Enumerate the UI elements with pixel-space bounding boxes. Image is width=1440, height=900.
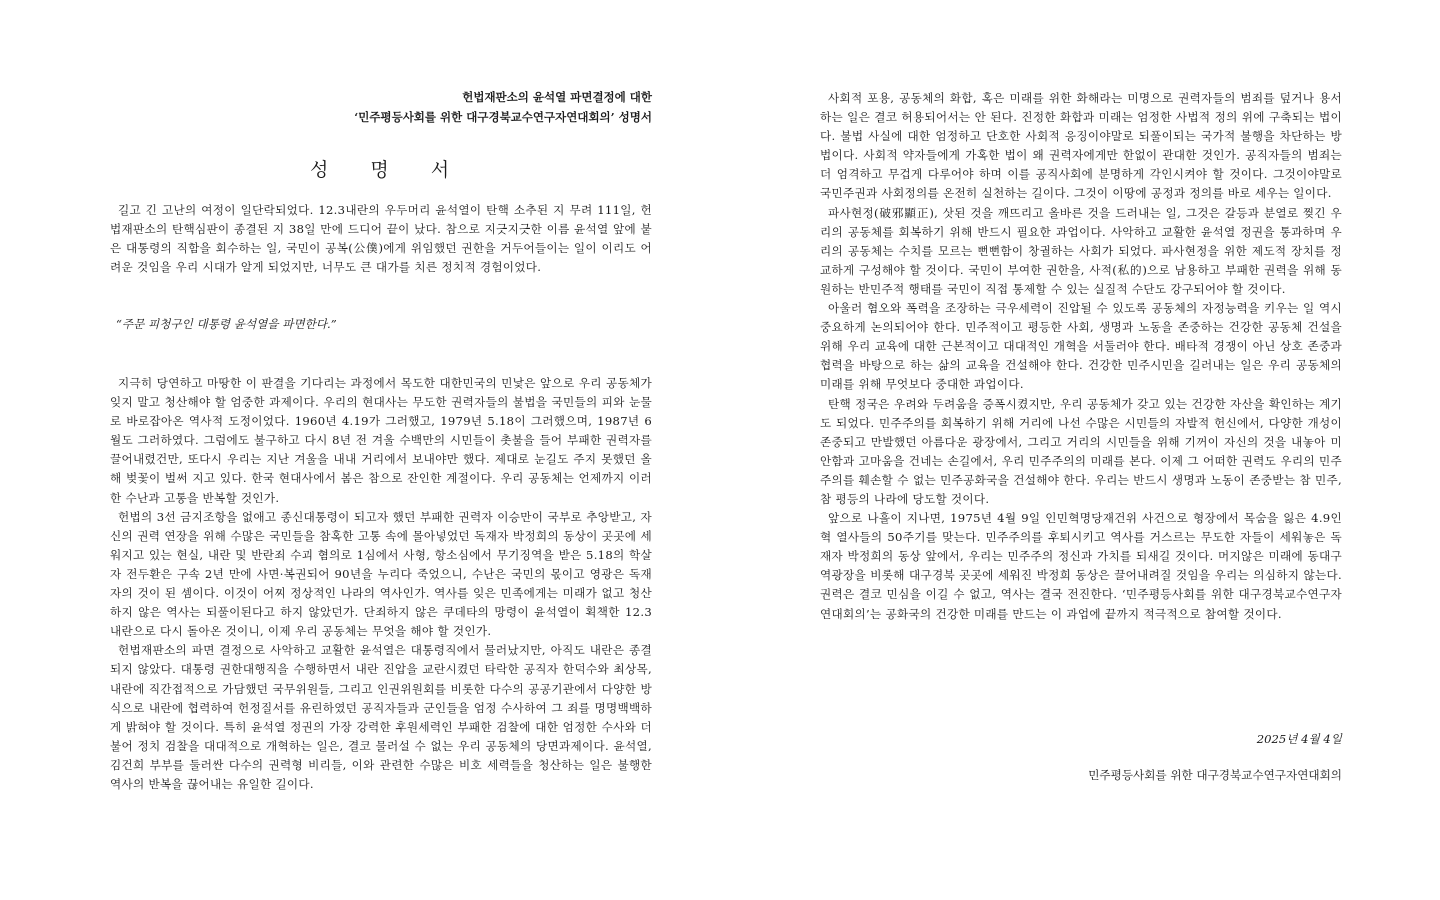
right-body: [820, 89, 1342, 624]
body-paragraph: 지극히 당연하고 마땅한 이 판결을 기다리는 과정에서 목도한 대한민국의 민낯은 앞으로 우리 공동체가 잊지 말고 청산해야 할 엄중한 과제이다. 우리의 현대사는 무도한 권력자들의 불법을 국민들의 피와 눈물로 바로잡아온 역사적 도정이었다. 1960년 4.19가 그러했고, 1979년 5.18이 그러했으며, 1987년 6월도 그러하였다. 그럼에도 불구하고 다시 8년 전 겨울 수백만의 시민들이 촛불을 들어 부패한 권력자를 끌어내렸건만, 또다시 우리는 지난 겨울을 내내 거리에서 보내야만 했다. 제대로 눈길도 주지 못했던 올해 벚꽃이 벌써 지고 있다. 한국 현대사에서 봄은 참으로 잔인한 계절이다. 우리 공동체는 언제까지 이러한 수난과 고통을 반복할 것인가.: [110, 376, 652, 505]
body-paragraph: 파사현정(破邪顯正), 삿된 것을 깨뜨리고 올바른 것을 드러내는 일, 그것은 갈등과 분열로 찢긴 우리의 공동체를 회복하기 위해 반드시 필요한 과업이다. 사악하고 교활한 윤석열 정권을 통과하며 우리의 공동체는 수치를 모르는 뻔뻔함이 창궐하는 사회가 되었다. 파사현정을 위한 제도적 장치를 정교하게 구성해야 할 것이다. 국민이 부여한 권한을, 사적(私的)으로 남용하고 부패한 권력을 위해 동원하는 반민주적 행태를 국민이 직접 통제할 수 있는 실질적 수단도 강구되어야 할 것이다.: [820, 205, 1342, 296]
body-paragraph: 앞으로 나흘이 지나면, 1975년 4월 9일 인민혁명당재건위 사건으로 형장에서 목숨을 잃은 4.9인혁 열사들의 50주기를 맞는다. 민주주의를 후퇴시키고 역사를 거스르는 무도한 자들이 세워놓은 독재자 박정희의 동상 앞에서, 우리는 민주주의 정신과 가치를 되새길 것이다. 머지않은 미래에 동대구역광장을 비롯해 대구경북 곳곳에 세워진 박정희 동상은 끌어내려질 것임을 우리는 의심하지 않는다. 권력은 결코 민심을 이길 수 없고, 역사는 결국 전진한다. ‘민주평등사회를 위한 대구경북교수연구자 연대회의’는 공화국의 건강한 미래를 만드는 이 과업에 끝까지 적극적으로 참여할 것이다.: [820, 511, 1342, 621]
page-title: 성 명 서: [310, 159, 468, 181]
ruling-quote: “주문 피청구인 대통령 윤석열을 파면한다.”: [116, 317, 337, 331]
document-subtitle-line2: ‘민주평등사회를 위한 대구경북교수연구자연대회의’ 성명서: [354, 110, 652, 124]
intro-paragraph: 길고 긴 고난의 여정이 일단락되었다. 12.3내란의 우두머리 윤석열이 탄핵 소추된 지 무려 111일, 헌법재판소의 탄핵심판이 종결된 지 38일 만에 드디어 끝이 났다. 참으로 지긋지긋한 이름 윤석열 앞에 붙은 대통령의 직함을 회수하는 일, 국민이 공복(公僕)에게 위임했던 권한을 거두어들이는 일이 이리도 어려운 것임을 우리 시대가 알게 되었지만, 너무도 큰 대가를 치른 정치적 경험이었다.: [110, 203, 652, 275]
body-paragraph: 사회적 포용, 공동체의 화합, 혹은 미래를 위한 화해라는 미명으로 권력자들의 범죄를 덮거나 용서하는 일은 결코 허용되어서는 안 된다. 진정한 화합과 미래는 엄정한 사법적 정의 위에 구축되는 법이다. 불법 사실에 대한 엄정하고 단호한 사회적 응징이야말로 되풀이되는 국가적 불행을 차단하는 방법이다. 사회적 약자들에게 가혹한 법이 왜 권력자에게만 한없이 관대한 것인가. 공직자들의 범죄는 더 엄격하고 무겁게 다루어야 하며 이를 공직사회에 분명하게 각인시켜야 할 것이다. 그것이야말로 국민주권과 사회정의를 온전히 실천하는 길이다. 그것이 이땅에 공정과 정의를 바로 세우는 일이다.: [820, 91, 1342, 201]
document-subtitle-line1: 헌법재판소의 윤석열 파면결정에 대한: [462, 90, 652, 104]
left-body: [110, 374, 652, 794]
statement-date: 2025년 4월 4일: [1256, 732, 1342, 746]
body-paragraph: 아울러 혐오와 폭력을 조장하는 극우세력이 진압될 수 있도록 공동체의 자정능력을 키우는 일 역시 중요하게 논의되어야 한다. 민주적이고 평등한 사회, 생명과 노동을 존중하는 건강한 공동체 건설을 위해 우리 교육에 대한 근본적이고 대대적인 개혁을 서둘러야 한다. 배타적 경쟁이 아닌 상호 존중과 협력을 바탕으로 하는 삶의 교육을 건설해야 한다. 건강한 민주시민을 길러내는 일은 우리 공동체의 미래를 위해 무엇보다 중대한 과업이다.: [820, 301, 1342, 392]
left-page: [110, 0, 652, 900]
signatory-organization: 민주평등사회를 위한 대구경북교수연구자연대회의: [1088, 768, 1342, 782]
body-paragraph: 헌법재판소의 파면 결정으로 사악하고 교활한 윤석열은 대통령직에서 물러났지만, 아직도 내란은 종결되지 않았다. 대통령 권한대행직을 수행하면서 내란 진압을 교란시켰던 타락한 공직자 한덕수와 최상목, 내란에 직간접적으로 가담했던 국무위원들, 그리고 인권위원회를 비롯한 다수의 공공기관에서 다양한 방식으로 내란에 협력하여 헌정질서를 유린하였던 공직자들과 군인들을 엄정 수사하여 그 죄를 명명백백하게 밝혀야 할 것이다. 특히 윤석열 정권의 가장 강력한 후원세력인 부패한 검찰에 대한 엄정한 수사와 더불어 정치 검찰을 대대적으로 개혁하는 일은, 결코 물러설 수 없는 우리 공동체의 당면과제이다. 윤석열, 김건희 부부를 둘러싼 다수의 권력형 비리들, 이와 관련한 수많은 비호 세력들을 청산하는 일은 불행한 역사의 반복을 끊어내는 유일한 길이다.: [110, 643, 652, 791]
body-paragraph: 탄핵 정국은 우려와 두려움을 증폭시켰지만, 우리 공동체가 갖고 있는 건강한 자산을 확인하는 계기도 되었다. 민주주의를 회복하기 위해 거리에 나선 수많은 시민들의 자발적 헌신에서, 다양한 개성이 존중되고 만발했던 아름다운 광장에서, 그리고 거리의 시민들을 위해 기꺼이 자신의 것을 내놓아 미안함과 고마움을 건네는 손길에서, 우리 민주주의의 미래를 본다. 이제 그 어떠한 권력도 우리의 민주주의를 훼손할 수 없는 민주공화국을 건설해야 한다. 우리는 반드시 생명과 노동이 존중받는 참 민주, 참 평등의 나라에 당도할 것이다.: [820, 396, 1342, 506]
intro-paragraph-block: [110, 201, 652, 277]
body-paragraph: 헌법의 3선 금지조항을 없애고 종신대통령이 되고자 했던 부패한 권력자 이승만이 국부로 추앙받고, 자신의 권력 연장을 위해 수많은 국민들을 참혹한 고통 속에 몰아넣었던 독재자 박정희의 동상이 곳곳에 세워지고 있는 현실, 내란 및 반란죄 수괴 혐의로 1심에서 사형, 항소심에서 무기징역을 받은 5.18의 학살자 전두환은 구속 2년 만에 사면·복권되어 90년을 누리다 죽었으니, 수난은 국민의 몫이고 영광은 독재자의 것이 된 셈이다. 이것이 어찌 정상적인 나라의 역사인가. 역사를 잊은 민족에게는 미래가 없고 청산하지 않은 역사는 되풀이된다고 하지 않았던가. 단죄하지 않은 쿠데타의 망령이 윤석열이 획책한 12.3 내란으로 다시 돌아온 것이니, 이제 우리 공동체는 무엇을 해야 할 것인가.: [110, 509, 652, 639]
right-page: [820, 0, 1342, 900]
